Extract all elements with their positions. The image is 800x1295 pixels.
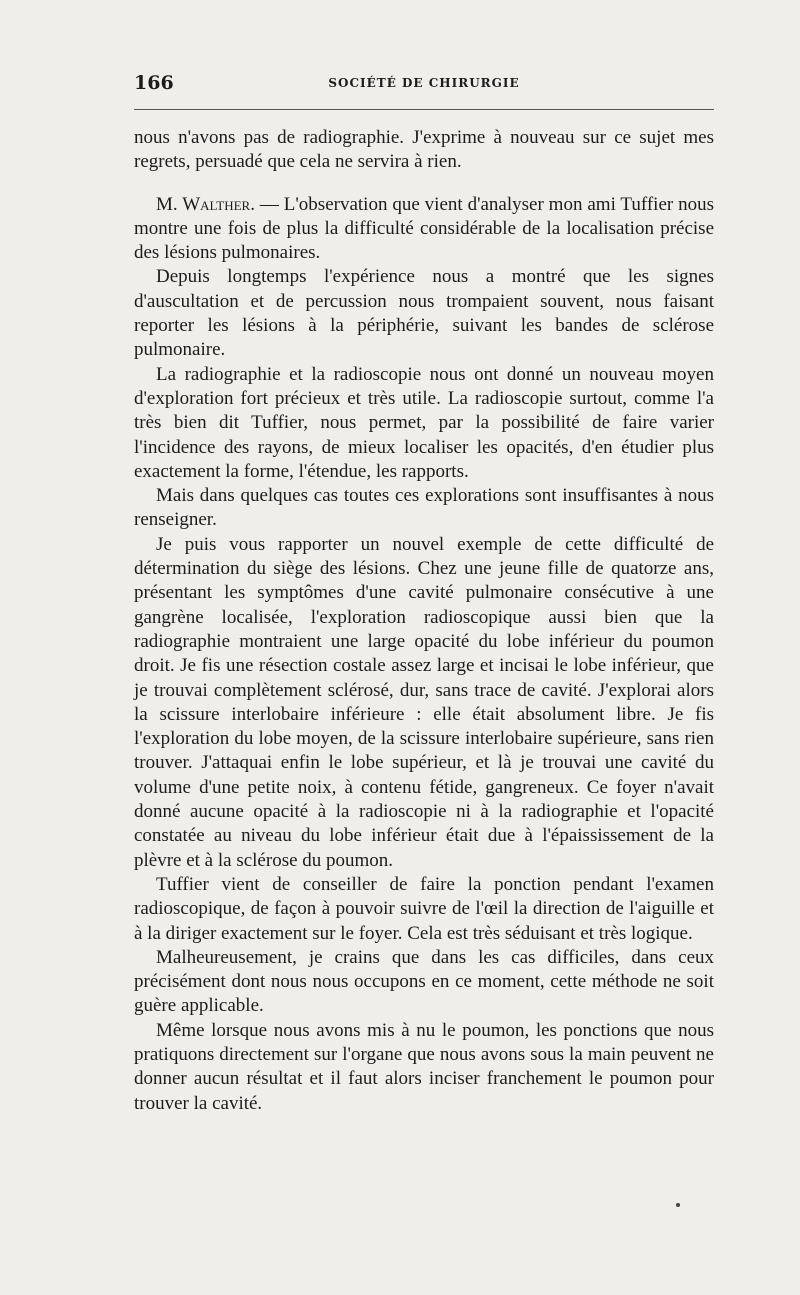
paragraph: Depuis longtemps l'expérience nous a montré que les signes d'auscultation et de percussion nous trompaient souvent, nous faisant reporter les lésions à la périphérie, suivant les bandes de sclérose pulmonaire.	[134, 266, 714, 361]
body-text	[134, 126, 714, 1116]
paragraph: Malheureusement, je crains que dans les cas difficiles, dans ceux précisément dont nous nous occupons en ce moment, cette méthode ne soit guère applicable.	[134, 946, 714, 1017]
paragraph: Tuffier vient de conseiller de faire la ponction pendant l'examen radioscopique, de façon à pouvoir suivre de l'œil la direction de l'aiguille et à la diriger exactement sur le foyer. Cela est très séduisant et très logique.	[134, 873, 714, 944]
paragraph-speaker	[134, 193, 714, 266]
paragraph: nous n'avons pas de radiographie. J'exprime à nouveau sur ce sujet mes regrets, persuadé que cela ne servira à rien.	[134, 127, 714, 173]
paragraph-text: L'observation que vient d'analyser mon ami Tuffier nous montre une fois de plus la difficulté considérable de la localisation précise des lésions pulmonaires.	[134, 193, 714, 264]
ink-speck	[676, 1203, 680, 1207]
paragraph: Mais dans quelques cas toutes ces explorations sont insuffisantes à nous renseigner.	[134, 485, 714, 531]
header-rule	[134, 109, 714, 110]
speaker-name: M. Walther. —	[156, 193, 284, 215]
paragraph: La radiographie et la radioscopie nous ont donné un nouveau moyen d'exploration fort précieux et très utile. La radioscopie surtout, comme l'a très bien dit Tuffier, nous permet, par la possibilité de faire varier l'incidence des rayons, de mieux localiser les opacités, d'en étudier plus exactement la forme, l'étendue, les rapports.	[134, 363, 714, 482]
paragraph: Je puis vous rapporter un nouvel exemple de cette difficulté de détermination du siège des lésions. Chez une jeune fille de quatorze ans, présentant les symptômes d'une cavité pulmonaire consécutive à une gangrène localisée, l'exploration radioscopique aussi bien que la radiographie montraient une large opacité du lobe inférieur du poumon droit. Je fis une résection costale assez large et incisai le lobe inférieur, que je trouvai complètement sclérosé, dur, sans trace de cavité. J'explorai alors la scissure interlobaire inférieure : elle était absolument libre. Je fis l'exploration du lobe moyen, de la scissure interlobaire supérieure, sans rien trouver. J'attaquai enfin le lobe supérieur, et là je trouvai une cavité du volume d'une petite noix, à contenu fétide, gangreneux. Ce foyer n'avait donné aucune opacité à la radioscopie ni à la radiographie et l'opacité constatée au niveau du lobe inférieur était due à l'épaississement de la plèvre et à la sclérose du poumon.	[134, 533, 714, 871]
page-header	[134, 72, 714, 102]
running-title: SOCIÉTÉ DE CHIRURGIE	[328, 76, 520, 90]
page-number: 166	[134, 72, 174, 94]
paragraph: Même lorsque nous avons mis à nu le poumon, les ponctions que nous pratiquons directement sur l'organe que nous avons sous la main peuvent ne donner aucun résultat et il faut alors inciser franchement le poumon pour trouver la cavité.	[134, 1019, 714, 1114]
